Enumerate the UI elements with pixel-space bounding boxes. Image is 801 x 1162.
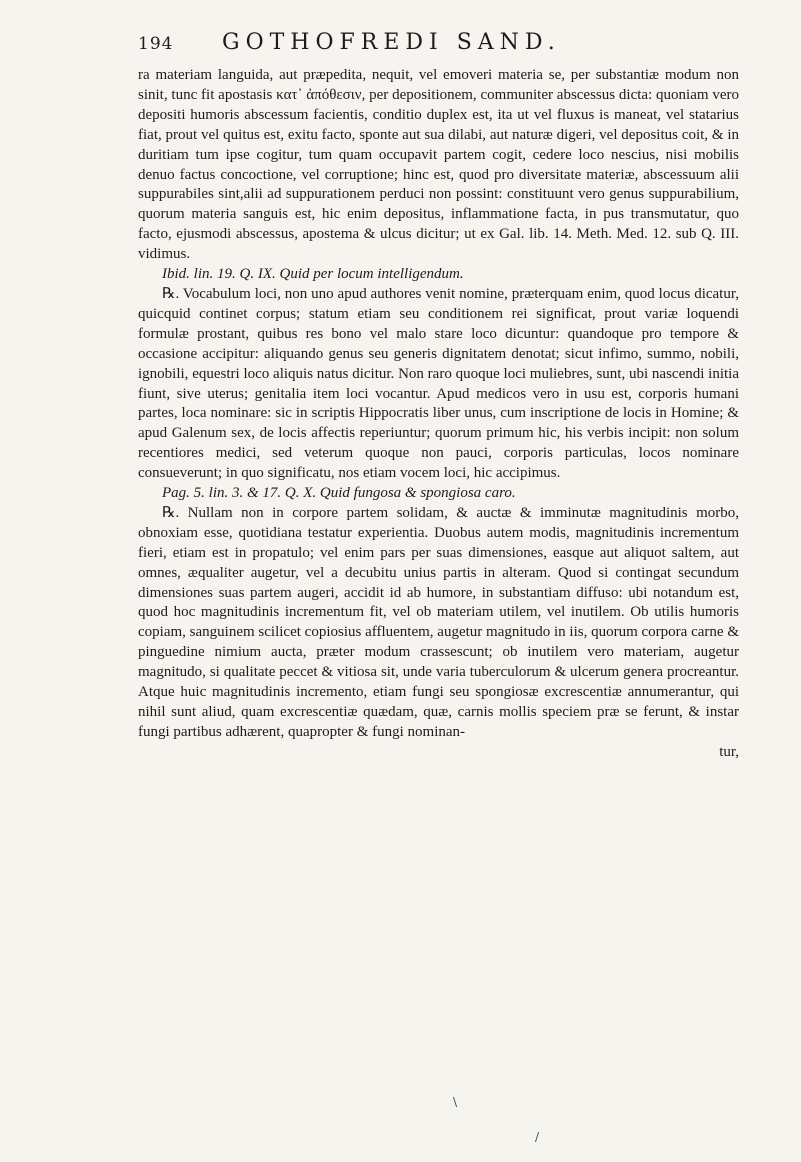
paragraph-2: ℞. Vocabulum loci, non uno apud authores venit nomine, præterquam enim, quod locus dicatur, quicquid continet corpus; statum etiam seu conditionem rei significat, prout variæ loquendi formulæ prostant, quibus res bono vel malo stare loco dicuntur: quandoque pro tempore & occasione accipitur: aliquando genus seu generis dignitatem denotat; sicut infimo, summo, nobili, ignobili, equestri loco aliquis natus dicitur. Non raro quoque loci muliebres, sunt, ubi nascendi initia fiunt, sive uterus; genitalia item loci vocantur. Apud medicos vero in usu est, corporis humani partes, loca nominare: sic in scriptis Hippocratis liber unus, cum inscriptione de locis in Homine; & apud Galenum sex, de locis affectis reperiuntur; quorum primum hic, his verbis incipit: non solum recentiores medici, sed veterum quoque non pauci, corporis particulas, locos nominare consueverunt; in quo significatu, nos etiam vocem loci, hic accipimus.: [138, 285, 739, 482]
page-number: 194: [138, 34, 174, 54]
paragraph-3: ℞. Nullam non in corpore partem solidam, & auctæ & imminutæ magnitudinis morbo, obnoxiam esse, quotidiana testatur experientia. Duobus autem modis, magnitudinis incrementum fieri, etiam est in propatulo; vel enim pars per suas dimensiones, easque aut aliquot saltem, aut omnes, æqualiter augetur, vel a decubitu unius partis in alteram. Quod si contingat secundum dimensiones suas partem augeri, accidit id ab humore, in substantiam diffuso: ubi notandum est, quod hoc magnitudinis incrementum fit, vel ob materiam utilem, vel inutilem. Ob utilis humoris copiam, sanguinem scilicet copiosius affluentem, augetur magnitudo in iis, quorum corpora carne & pinguedine nimium aucta, præter modum crassescunt; ob inutilem vero materiam, augetur magnitudo, si qualitate peccet & vitiosa sit, unde varia tuberculorum & ulcerum genera procreantur. Atque huic magnitudinis incremento, etiam fungi seu spongiosæ excrescentiæ annumerantur, qui nihil sunt aliud, quam excrescentiæ quædam, quæ, carnis mollis speciem præ se ferunt, & instar fungi partibus adhærent, quapropter & fungi nominan-: [138, 504, 739, 740]
running-head: [138, 30, 721, 58]
running-title: GOTHOFREDI SAND.: [222, 30, 561, 55]
paragraph-1: ra materiam languida, aut præpedita, nequit, vel emoveri materia se, per substantiæ modum non sinit, tunc fit apostasis κατ᾽ ἀπόθεσιν, per depositionem, communiter abscessus dicta: quoniam vero depositi humoris abscessum facientis, conditio duplex est, ita ut vel fluxus is maneat, vel statarius fiat, prout vel quitus est, exitu facto, sponte aut sua dilabi, aut naturæ digeri, vel depositus coit, & in duritiam tum ipse cogitur, tum quam occupavit partem cogit, cedere loco nescius, nisi mobilis denuo factus concoctione, vel corruptione; hinc est, quod pro diversitate materiæ, abscessuum alii suppurabiles sint,alii ad suppurationem perduci non possint: constituunt vero genus suppurabilium, quorum materia sanguis est, hic enim depositus, inflammatione facta, in pus transmutatur, quo facto, ejusmodi abscessus, apostema & ulcus dicitur; ut ex Gal. lib. 14. Meth. Med. 12. sub Q. III. vidimus.: [138, 67, 739, 263]
heading-question-ix: Ibid. lin. 19. Q. IX. Quid per locum intelligendum.: [162, 266, 464, 283]
margin-mark: \: [453, 1095, 458, 1109]
heading-question-x: Pag. 5. lin. 3. & 17. Q. X. Quid fungosa & spongiosa caro.: [162, 485, 516, 502]
margin-mark: /: [535, 1130, 540, 1144]
body-text: [138, 66, 739, 763]
catchword: tur,: [719, 743, 739, 760]
